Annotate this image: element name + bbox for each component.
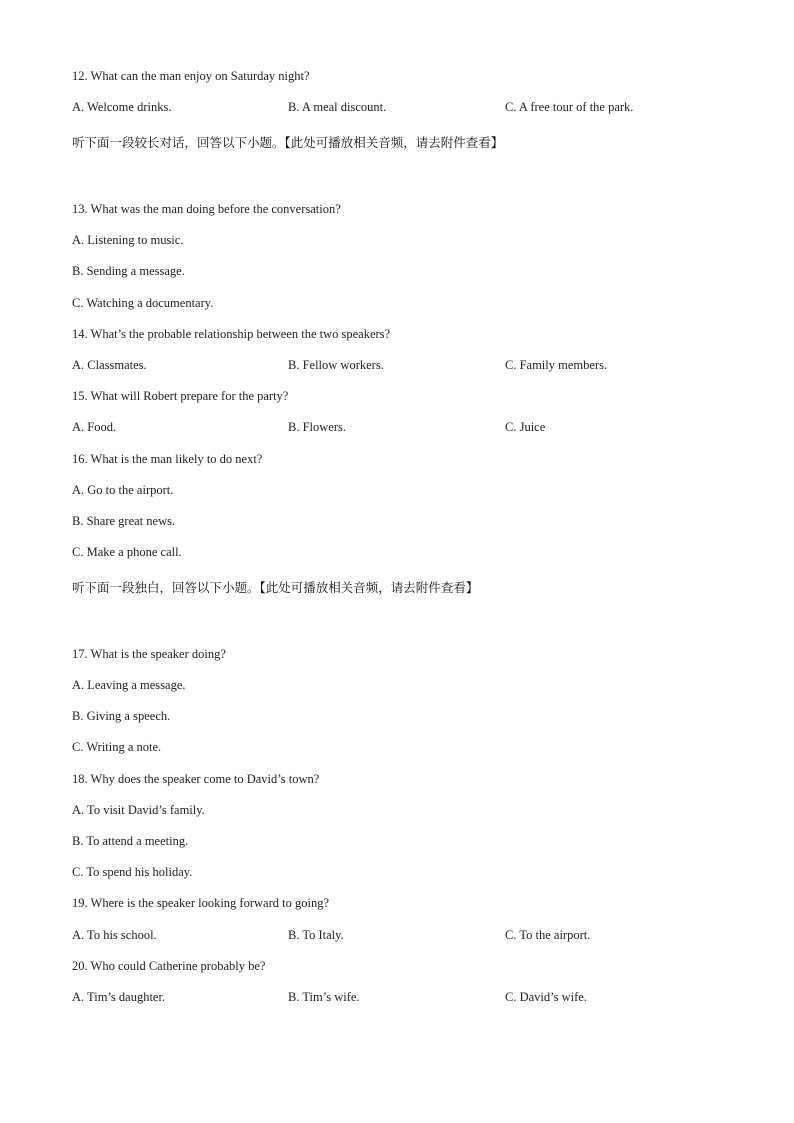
question-15-option-c: C. Juice xyxy=(505,420,546,434)
question-20-option-c: C. David’s wife. xyxy=(505,990,587,1004)
question-13-option-c: C. Watching a documentary. xyxy=(72,296,214,310)
question-16-option-a: A. Go to the airport. xyxy=(72,483,174,497)
question-14-option-c: C. Family members. xyxy=(505,358,608,372)
question-17-option-a: A. Leaving a message. xyxy=(72,678,186,692)
question-12-option-c: C. A free tour of the park. xyxy=(505,100,634,114)
question-12-stem: 12. What can the man enjoy on Saturday night? xyxy=(72,69,310,83)
question-18-option-a: A. To visit David’s family. xyxy=(72,803,205,817)
question-15-stem: 15. What will Robert prepare for the party? xyxy=(72,389,289,403)
question-17-option-b: B. Giving a speech. xyxy=(72,709,171,723)
question-19-option-c: C. To the airport. xyxy=(505,928,591,942)
section-instruction-monologue: 听下面一段独白，回答以下小题。【此处可播放相关音频，请去附件查看】 xyxy=(72,580,479,595)
question-18-option-c: C. To spend his holiday. xyxy=(72,865,193,879)
question-19-option-a: A. To his school. xyxy=(72,928,157,942)
section-instruction-long-dialogue: 听下面一段较长对话，回答以下小题。【此处可播放相关音频，请去附件查看】 xyxy=(72,135,504,150)
question-19-option-b: B. To Italy. xyxy=(288,928,344,942)
question-14-stem: 14. What’s the probable relationship between the two speakers? xyxy=(72,327,391,341)
question-20-stem: 20. Who could Catherine probably be? xyxy=(72,959,266,973)
question-20-option-a: A. Tim’s daughter. xyxy=(72,990,166,1004)
question-16-option-c: C. Make a phone call. xyxy=(72,545,182,559)
question-17-stem: 17. What is the speaker doing? xyxy=(72,647,226,661)
question-17-option-c: C. Writing a note. xyxy=(72,740,162,754)
question-13-option-a: A. Listening to music. xyxy=(72,233,184,247)
question-18-stem: 18. Why does the speaker come to David’s town? xyxy=(72,772,320,786)
question-14-option-a: A. Classmates. xyxy=(72,358,147,372)
question-14-option-b: B. Fellow workers. xyxy=(288,358,384,372)
question-16-stem: 16. What is the man likely to do next? xyxy=(72,452,263,466)
question-19-stem: 19. Where is the speaker looking forward to going? xyxy=(72,896,329,910)
question-12-option-a: A. Welcome drinks. xyxy=(72,100,172,114)
question-15-option-a: A. Food. xyxy=(72,420,117,434)
question-13-option-b: B. Sending a message. xyxy=(72,264,185,278)
question-20-option-b: B. Tim’s wife. xyxy=(288,990,360,1004)
question-18-option-b: B. To attend a meeting. xyxy=(72,834,189,848)
question-13-stem: 13. What was the man doing before the conversation? xyxy=(72,202,341,216)
question-12-option-b: B. A meal discount. xyxy=(288,100,387,114)
question-15-option-b: B. Flowers. xyxy=(288,420,346,434)
question-16-option-b: B. Share great news. xyxy=(72,514,176,528)
